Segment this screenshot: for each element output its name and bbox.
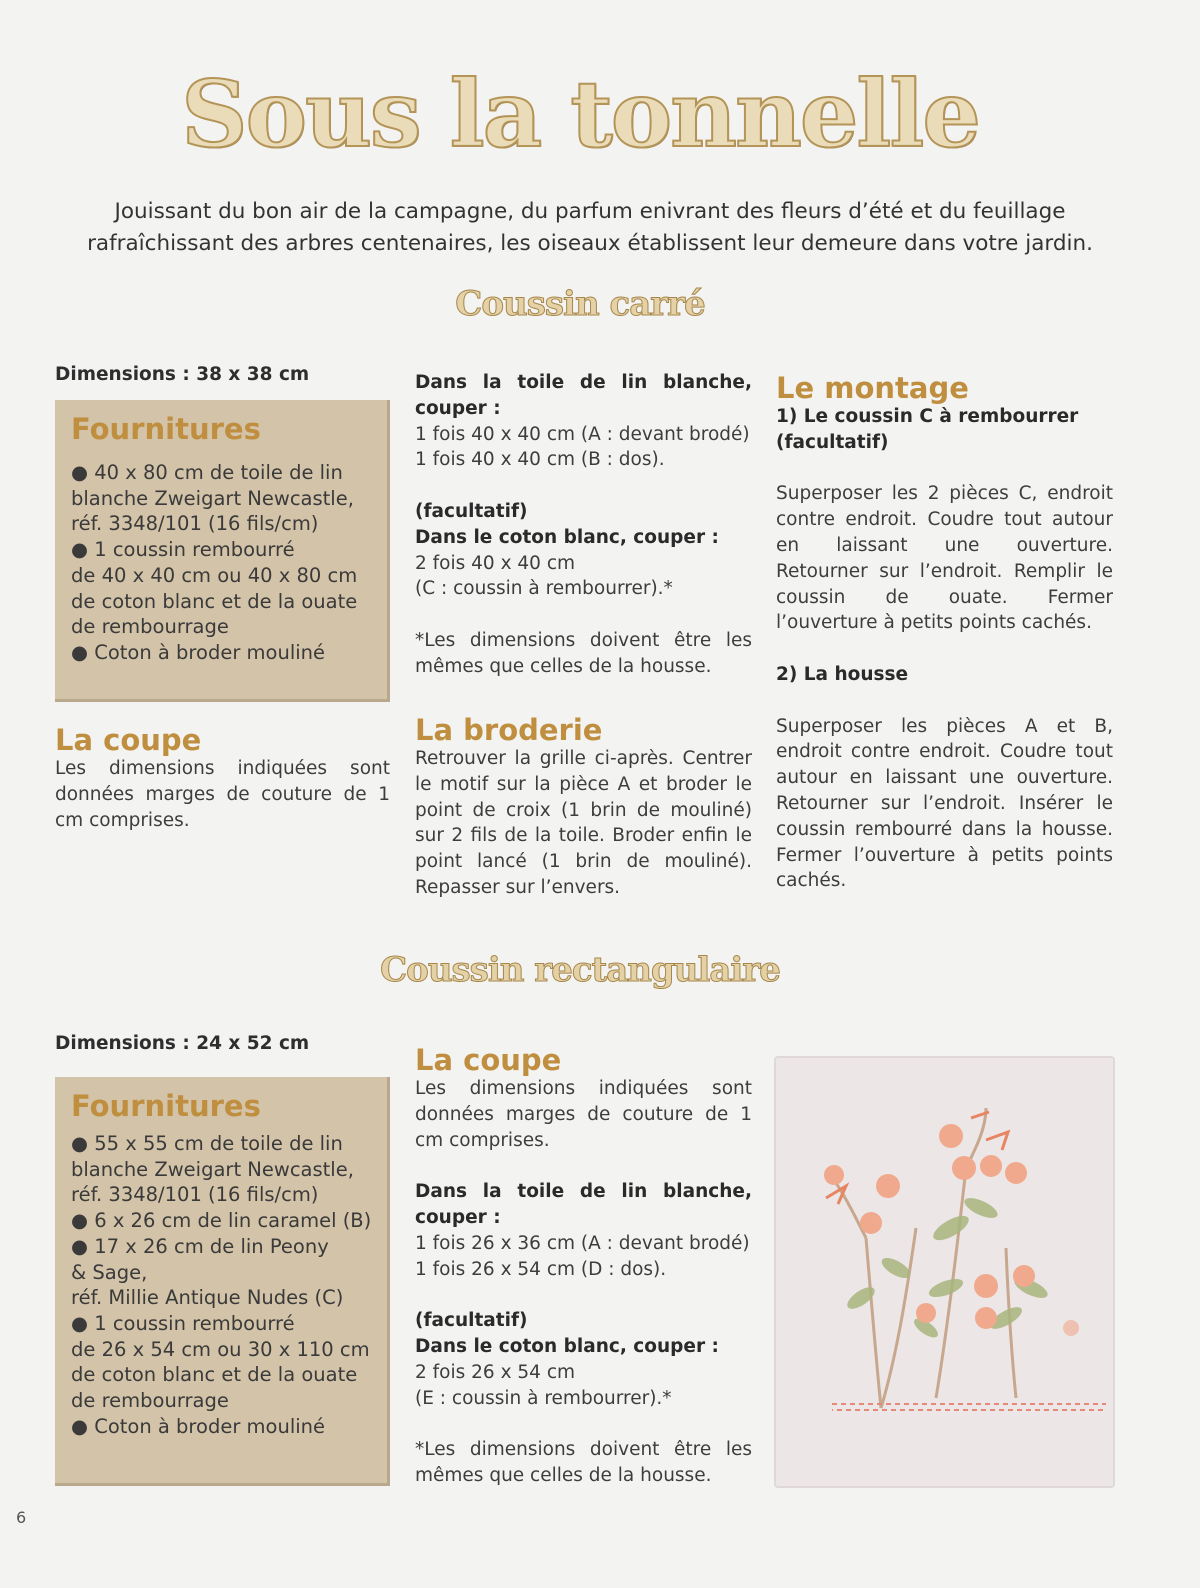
intro-text <box>50 196 1130 260</box>
supply-line: de rembourrage <box>71 1389 229 1413</box>
supply-line: de coton blanc et de la ouate <box>71 589 358 613</box>
supply-line: ● 40 x 80 cm de toile de lin <box>71 461 343 484</box>
broderie-block <box>415 714 752 901</box>
montage-step2-text: Superposer les pièces A et B, endroit contre endroit. Coudre tout autour en laissant une ouverture. Retourner sur l’endroit. Insérer le coussin rembourré dans la housse. Fermer l’ouverture à petits points cachés. <box>776 715 1113 892</box>
supply-line: réf. 3348/101 (16 fils/cm) <box>71 512 319 536</box>
cotton-line: 2 fois 40 x 40 cm <box>415 552 576 574</box>
cut-block-square <box>415 370 752 680</box>
optional-label: (facultatif) <box>415 500 528 522</box>
intro-line: rafraîchissant des arbres centenaires, les oiseaux établissent leur demeure dans votre jardin. <box>87 231 1093 256</box>
size-note: *Les dimensions doivent être les mêmes que celles de la housse. <box>415 1439 752 1486</box>
supply-line: ● 1 coussin rembourré <box>71 538 295 562</box>
section-title-square: Coussin carré <box>455 284 705 324</box>
coupe-text: Les dimensions indiquées sont données marges de couture de 1 cm comprises. <box>415 1078 752 1151</box>
supply-line: ● 17 x 26 cm de lin Peony <box>71 1234 329 1258</box>
page-title: Sous la tonnelle <box>181 60 979 168</box>
supply-line: de 26 x 54 cm ou 30 x 110 cm <box>71 1337 370 1361</box>
stitch-border <box>832 1404 1106 1410</box>
page-number: 6 <box>16 1508 27 1527</box>
montage-block <box>776 372 1113 894</box>
coupe-block-rect <box>415 1044 752 1489</box>
cut-line: 1 fois 40 x 40 cm (B : dos). <box>415 449 665 471</box>
cotton-line: 2 fois 26 x 54 cm <box>415 1361 576 1383</box>
cotton-heading: Dans le coton blanc, couper : <box>415 526 719 548</box>
cut-line: 1 fois 26 x 36 cm (A : devant brodé) <box>415 1232 750 1254</box>
broderie-text: Retrouver la grille ci-après. Centrer le motif sur la pièce A et broder le point de croix (1 brin de mouliné) sur 2 fils de la toile. Broder enfin le point lancé (1 brin de mouliné). Repasser sur l’envers. <box>415 748 752 898</box>
coupe-title: La coupe <box>55 723 202 757</box>
supply-line: ● Coton à broder mouliné <box>71 640 326 664</box>
embroidered-flowers-photo <box>776 1058 1113 1486</box>
supplies-box-square <box>55 400 390 702</box>
cotton-heading: Dans le coton blanc, couper : <box>415 1335 719 1357</box>
coupe-block-square <box>55 724 390 833</box>
supplies-title: Fournitures <box>71 1089 261 1123</box>
supply-line: ● 1 coussin rembourré <box>71 1311 295 1335</box>
size-note: *Les dimensions doivent être les mêmes que celles de la housse. <box>415 629 752 677</box>
supply-line: ● 6 x 26 cm de lin caramel (B) <box>71 1209 372 1233</box>
montage-step1-text: Superposer les 2 pièces C, endroit contre endroit. Coudre tout autour en laissant une ouverture. Retourner sur l’endroit. Remplir le coussin de ouate. Fermer l’ouverture à petits points cachés. <box>776 483 1113 634</box>
cut-heading: Dans la toile de lin blanche, couper : <box>415 1181 752 1228</box>
coupe-text: Les dimensions indiquées sont données marges de couture de 1 cm comprises. <box>55 758 390 831</box>
montage-title: Le montage <box>776 371 969 405</box>
supply-line: de rembourrage <box>71 615 229 639</box>
intro-line: Jouissant du bon air de la campagne, du parfum enivrant des fleurs d’été et du feuillage <box>114 199 1066 224</box>
embroidery-illustration <box>776 1058 1113 1486</box>
montage-step1-title: 1) Le coussin C à rembourrer (facultatif) <box>776 406 1079 453</box>
cotton-line: (E : coussin à rembourrer).* <box>415 1387 672 1409</box>
supply-line: blanche Zweigart Newcastle, <box>71 1157 354 1181</box>
dimensions-rect: Dimensions : 24 x 52 cm <box>55 1033 310 1054</box>
cut-line: 1 fois 26 x 54 cm (D : dos). <box>415 1258 667 1280</box>
supply-line: de coton blanc et de la ouate <box>71 1363 358 1387</box>
dimensions-square: Dimensions : 38 x 38 cm <box>55 364 310 385</box>
cotton-line: (C : coussin à rembourrer).* <box>415 578 673 600</box>
supply-line: réf. Millie Antique Nudes (C) <box>71 1286 344 1310</box>
section-title-rect: Coussin rectangulaire <box>380 950 780 990</box>
montage-step2-title: 2) La housse <box>776 663 909 685</box>
optional-label: (facultatif) <box>415 1310 528 1332</box>
supply-line: ● Coton à broder mouliné <box>71 1414 326 1438</box>
supply-line: blanche Zweigart Newcastle, <box>71 486 354 510</box>
cut-line: 1 fois 40 x 40 cm (A : devant brodé) <box>415 423 750 445</box>
broderie-title: La broderie <box>415 713 603 747</box>
coupe-title: La coupe <box>415 1043 562 1077</box>
supply-line: réf. 3348/101 (16 fils/cm) <box>71 1183 319 1207</box>
supplies-box-rect <box>55 1077 390 1486</box>
supplies-title: Fournitures <box>71 412 261 446</box>
supply-line: & Sage, <box>71 1260 148 1284</box>
supply-line: ● 55 x 55 cm de toile de lin <box>71 1132 343 1155</box>
cut-heading: Dans la toile de lin blanche, couper : <box>415 372 752 419</box>
supply-line: de 40 x 40 cm ou 40 x 80 cm <box>71 563 358 587</box>
